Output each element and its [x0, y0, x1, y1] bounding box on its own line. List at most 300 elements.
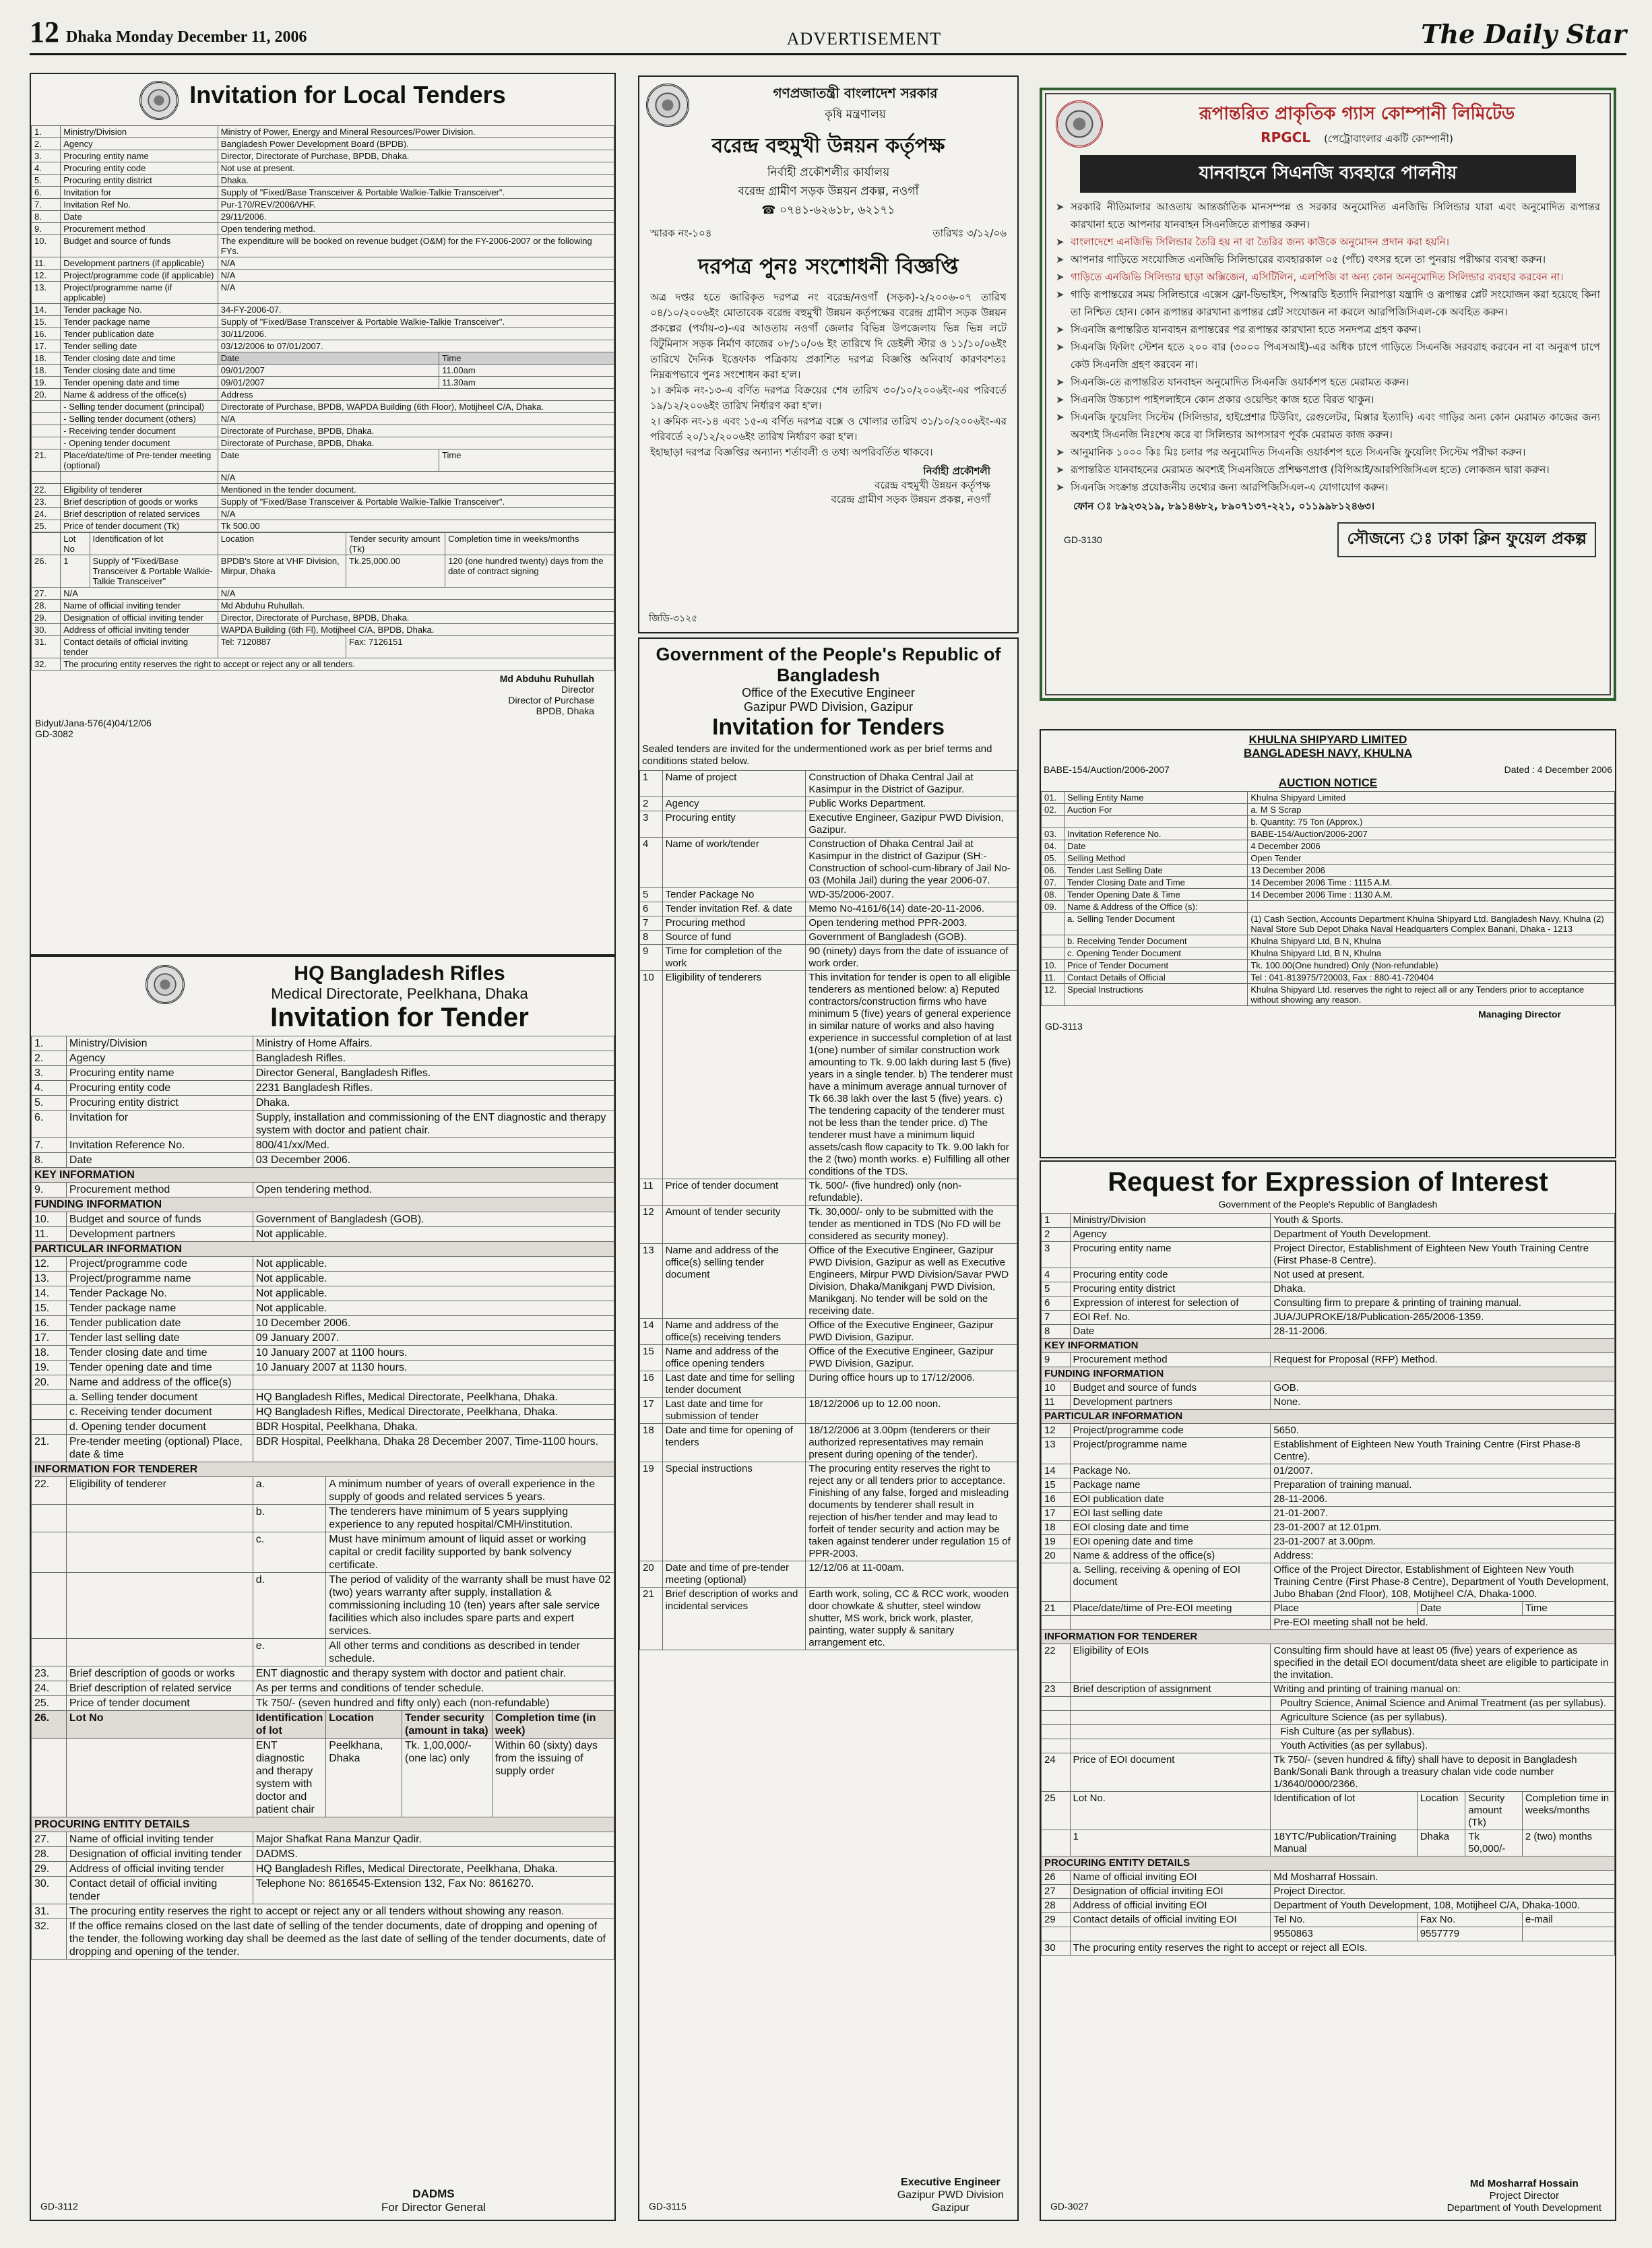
table-cell: Time — [1522, 1602, 1614, 1616]
table-cell: Ministry/Division — [61, 126, 218, 138]
table-row — [32, 1862, 614, 1877]
table-cell: Request for Proposal (RFP) Method. — [1271, 1353, 1615, 1367]
signature-line: Md Abduhu Ruhullah — [499, 673, 594, 685]
table-cell: Procuring entity district — [61, 175, 218, 187]
table-cell: INFORMATION FOR TENDERER — [1042, 1630, 1615, 1644]
table-row — [1042, 852, 1615, 865]
table-cell: 11. — [32, 1227, 67, 1242]
table-cell: 10. — [1042, 960, 1065, 972]
table-cell: EOI opening date and time — [1070, 1535, 1271, 1549]
table-cell: Time — [439, 352, 614, 365]
table-cell: 13. — [32, 282, 61, 304]
table-cell: Md Mosharraf Hossain. — [1271, 1871, 1615, 1885]
table-row — [32, 187, 614, 199]
table-row — [1042, 1871, 1615, 1885]
table-cell: 19 — [1042, 1535, 1071, 1549]
table-row — [640, 1462, 1017, 1561]
ksy-header: KHULNA SHIPYARD LIMITED BANGLADESH NAVY, KHULNA — [1244, 733, 1412, 759]
table-cell: - Selling tender document (principal) — [61, 401, 218, 413]
bdr-emblem-icon — [146, 965, 185, 1004]
table-cell: Not applicable. — [253, 1227, 614, 1242]
table-cell: Contact details of official inviting tender — [61, 636, 218, 658]
table-cell: BABE-154/Auction/2006-2007 — [1248, 828, 1615, 840]
table-row — [640, 1371, 1017, 1398]
bpdb-emblem-icon — [139, 81, 179, 120]
table-cell: 11. — [32, 257, 61, 270]
table-cell: 120 (one hundred twenty) days from the date of contract signing — [445, 555, 614, 588]
table-row — [1042, 877, 1615, 889]
table-cell: 1 — [1042, 1214, 1071, 1228]
table-row — [32, 1197, 614, 1212]
table-cell: 5 — [640, 888, 663, 902]
table-cell: 15. — [32, 316, 61, 328]
table-cell — [1042, 1616, 1071, 1630]
table-cell: Contact details of official inviting EOI — [1070, 1913, 1271, 1927]
table-cell — [1042, 947, 1065, 960]
table-row — [32, 389, 614, 401]
table-row — [32, 555, 614, 588]
table-cell: Tender selling date — [61, 340, 218, 352]
table-cell: Agency — [66, 1051, 253, 1066]
table-cell: Source of fund — [662, 931, 806, 945]
table-row — [1042, 1268, 1615, 1282]
bpdb-table — [31, 125, 614, 532]
table-cell: 8. — [32, 1153, 67, 1168]
table-cell: Youth & Sports. — [1271, 1214, 1615, 1228]
table-cell: The period of validity of the warranty shall be must have 02 (two) years warranty after supply, installation & commissioning including 10 (ten) years after sale service facilities which also includes spare parts and expert services. — [326, 1573, 614, 1639]
table-row — [32, 1227, 614, 1242]
table-cell: During office hours up to 17/12/2006. — [806, 1371, 1017, 1398]
table-cell: Tk. 1,00,000/- (one lac) only — [402, 1739, 492, 1817]
table-cell: 22. — [32, 1477, 67, 1505]
table-row — [32, 1346, 614, 1361]
table-row — [32, 1138, 614, 1153]
table-cell: 12. — [32, 1257, 67, 1272]
table-cell: Must have minimum amount of liquid asset or working capital or credit facility supported by bank solvency certificate. — [326, 1532, 614, 1573]
table-cell: HQ Bangladesh Rifles, Medical Directorate, Peelkhana, Dhaka. — [253, 1390, 614, 1405]
table-row — [1042, 1856, 1615, 1871]
ksy-ref-row: BABE-154/Auction/2006-2007 Dated : 4 December 2006 — [1044, 764, 1612, 775]
table-row — [640, 797, 1017, 811]
table-cell: Identification of lot — [1271, 1792, 1417, 1830]
table-cell: Selling Entity Name — [1065, 792, 1248, 804]
table-cell: Bangladesh Rifles. — [253, 1051, 614, 1066]
table-cell: 31. — [32, 636, 61, 658]
table-row — [32, 1390, 614, 1405]
table-cell: Package No. — [1070, 1464, 1271, 1478]
table-cell: 28. — [32, 600, 61, 612]
table-cell: N/A — [218, 270, 614, 282]
table-row — [640, 811, 1017, 838]
ksy-title: AUCTION NOTICE — [1278, 776, 1378, 789]
ksy-signature: Managing Director — [1478, 1009, 1561, 1020]
table-cell: 18/12/2006 at 3.00pm (tenderers or their authorized representatives may remain present during opening of the tender). — [806, 1424, 1017, 1462]
table-cell: Price of tender document (Tk) — [61, 520, 218, 532]
rpgcl-item: ➤ বাংলাদেশে এনজিভি সিলিন্ডার তৈরি হয় না বা তৈরির জন্য কাউকে অনুমোদন প্রদান করা হয়নি। — [1056, 233, 1600, 251]
table-row — [32, 150, 614, 162]
table-cell: 9550863 — [1271, 1927, 1417, 1941]
table-cell: HQ Bangladesh Rifles, Medical Directorate, Peelkhana, Dhaka. — [253, 1862, 614, 1877]
table-cell: Consulting firm to prepare & printing of training manual. — [1271, 1297, 1615, 1311]
table-cell: Procuring entity name — [61, 150, 218, 162]
table-row — [32, 1286, 614, 1301]
table-cell: Open tendering method PPR-2003. — [806, 916, 1017, 931]
table-cell: Supply of "Fixed/Base Transceiver & Portable Walkie-Talkie Transceiver". — [218, 496, 614, 508]
table-cell: Tender publication date — [61, 328, 218, 340]
table-cell: Director, Directorate of Purchase, BPDB, Dhaka. — [218, 612, 614, 624]
table-cell: 30. — [32, 624, 61, 636]
barind-emblem-icon — [646, 84, 689, 127]
table-cell: Invitation Ref No. — [61, 199, 218, 211]
table-cell: 6 — [640, 902, 663, 916]
table-cell: - Opening tender document — [61, 437, 218, 449]
table-cell: Tel : 041-813975/720003, Fax : 880-41-720404 — [1248, 972, 1615, 984]
table-cell: Tender Package No. — [66, 1286, 253, 1301]
table-cell: 29. — [32, 1862, 67, 1877]
table-cell: BDR Hospital, Peelkhana, Dhaka. — [253, 1420, 614, 1435]
table-cell: Pur-170/REV/2006/VHF. — [218, 199, 614, 211]
table-cell: Name and address of the office(s) selling tender document — [662, 1244, 806, 1319]
table-cell: Procuring entity — [662, 811, 806, 838]
table-row — [32, 1847, 614, 1862]
table-cell: Name of work/tender — [662, 838, 806, 888]
table-row — [1042, 1549, 1615, 1563]
table-cell: Identification of lot — [90, 533, 218, 555]
table-row — [32, 328, 614, 340]
table-cell: 25. — [32, 520, 61, 532]
table-cell: This invitation for tender is open to all eligible tenderers as mentioned below: a) Reputed contractors/construction firms who have minimum 5 (five) years of general experience in similar nature of works and also having experience in successful completion of at last 1(one) number of similar construction work amounting to Tk. 9.00 lakh during last 5 (five) years in a single tender. b) The tenderer must have a minimum average annual turnover of Tk 66.38 lakh over the last 5 (five) years. c) The tendering capacity of the tenderer must not be less than the tender price. d) The tenderer must have a minimum liquid assets/cash flow capacity to Tk. 9.00 lakh for the 2 (two) month works. e) Fulfilling all other conditions of the TDS. — [806, 971, 1017, 1179]
table-row — [1042, 1885, 1615, 1899]
table-cell: The procuring entity reserves the right to reject any or all tenders prior to acceptance. Finishing of any false, forged and misleading documents by tenderer shall result in rejection of his/her tender and may lead to forfeit of tender security and action may be taken against tenderer under regulation 15 of PPR-2003. — [806, 1462, 1017, 1561]
table-cell — [32, 1532, 67, 1573]
table-row — [1042, 1725, 1615, 1739]
table-cell — [1070, 1616, 1271, 1630]
table-cell: Price of tender document — [662, 1179, 806, 1206]
table-cell: 29. — [32, 612, 61, 624]
table-row — [1042, 1478, 1615, 1493]
table-cell: 7 — [640, 916, 663, 931]
page-number-date — [30, 15, 307, 49]
table-cell — [32, 413, 61, 425]
table-cell: 8 — [640, 931, 663, 945]
table-cell: Open tendering method. — [253, 1183, 614, 1197]
table-cell: Tender package No. — [61, 304, 218, 316]
table-cell: Brief description of assignment — [1070, 1683, 1271, 1697]
table-cell: 21. — [32, 1435, 67, 1462]
table-cell: Date — [218, 449, 439, 472]
table-cell: 13 — [1042, 1438, 1071, 1464]
table-row — [32, 413, 614, 425]
table-cell: EOI last selling date — [1070, 1507, 1271, 1521]
table-cell: Procuring entity district — [1070, 1282, 1271, 1297]
table-cell: 11 — [640, 1179, 663, 1206]
table-cell: 10 December 2006. — [253, 1316, 614, 1331]
table-row — [32, 1681, 614, 1696]
table-cell: 27 — [1042, 1885, 1071, 1899]
table-cell: 14 December 2006 Time : 1130 A.M. — [1248, 889, 1615, 901]
table-row — [32, 316, 614, 328]
table-cell: Dhaka — [1417, 1830, 1465, 1856]
table-cell: Open tendering method. — [218, 223, 614, 235]
table-cell: 07. — [1042, 877, 1065, 889]
table-cell: Package name — [1070, 1478, 1271, 1493]
table-row — [32, 612, 614, 624]
table-cell: Designation of official inviting tender — [61, 612, 218, 624]
barind-header: গণপ্রজাতন্ত্রী বাংলাদেশ সরকার কৃষি মন্ত্রণালয় বরেন্দ্র বহুমুখী উন্নয়ন কর্তৃপক্ষ নির্বাহী প্রকৌশলীর কার্যালয় বরেন্দ্র গ্রামীণ সড়ক উন্নয়ন প্রকল্প, নওগাঁ ☎ ০৭৪১-৬২৬১৮, ৬২১৭১ — [639, 77, 1017, 223]
table-cell: 4. — [32, 1081, 67, 1096]
table-row — [32, 588, 614, 600]
table-cell: Construction of Dhaka Central Jail at Kasimpur in the District of Gazipur. — [806, 771, 1017, 797]
table-cell: 10. — [32, 1212, 67, 1227]
table-cell: N/A — [218, 508, 614, 520]
table-cell — [1070, 1739, 1271, 1753]
table-cell: Memo No-4161/6(14) date-20-11-2006. — [806, 902, 1017, 916]
table-cell: - Receiving tender document — [61, 425, 218, 437]
table-cell: c. Opening Tender Document — [1065, 947, 1248, 960]
rpgcl-item: ➤ গাড়িতে এনজিভি সিলিন্ডার ছাড়া অক্সিজেন, এসিটিলিন, এলপিজি বা অন্য কোন অননুমোদিত সিলিন্ডার ব্যবহার করবেন না। — [1056, 268, 1600, 286]
table-row — [640, 1398, 1017, 1424]
rpgcl-header — [1046, 94, 1610, 154]
table-cell: Dhaka. — [1271, 1282, 1615, 1297]
table-cell: 4 December 2006 — [1248, 840, 1615, 852]
table-row — [1042, 1424, 1615, 1438]
table-cell: 01. — [1042, 792, 1065, 804]
pwd-header — [639, 639, 1017, 743]
table-cell: 7 — [1042, 1311, 1071, 1325]
table-row — [1042, 1396, 1615, 1410]
table-cell: 25. — [32, 1696, 67, 1711]
table-cell: 3 — [640, 811, 663, 838]
table-cell — [32, 401, 61, 413]
table-cell: 03 December 2006. — [253, 1153, 614, 1168]
table-row — [640, 771, 1017, 797]
table-cell: N/A — [61, 588, 218, 600]
table-row — [32, 1711, 614, 1739]
table-cell: Government of Bangladesh (GOB). — [806, 931, 1017, 945]
table-cell: Pre-EOI meeting shall not be held. — [1271, 1616, 1615, 1630]
table-cell — [1070, 1697, 1271, 1711]
table-cell: Procuring entity name — [1070, 1242, 1271, 1268]
rpgcl-item: ➤ গাড়ি রূপান্তরের সময় সিলিন্ডারে এক্সেস ফ্লো-ভিভাইস, পিআরডি ইত্যাদি নিরাপত্তা যন্ত্রাদি ও রূপান্তর প্লেট সংযোজন করা হয়েছে কিনা তা নিশ্চিত হোন। কোন রূপান্তর কারখানা রূপান্তর প্লেট সংযোজন না করলে আরপিজিসিএল-কে অবহিত করুন। — [1056, 286, 1600, 321]
table-cell: Procuring entity code — [61, 162, 218, 175]
table-cell: Address: — [1271, 1549, 1615, 1563]
table-row — [32, 235, 614, 257]
table-cell: Development partners — [1070, 1396, 1271, 1410]
table-row — [1042, 1913, 1615, 1927]
table-cell: Name of official inviting tender — [66, 1832, 253, 1847]
table-cell: Tel No. — [1271, 1913, 1417, 1927]
table-row — [32, 437, 614, 449]
table-cell: (1) Cash Section, Accounts Department Khulna Shipyard Ltd. Bangladesh Navy, Khulna (2) Naval Store Sub Depot Dhaka Naval Headquarters Complex Banani, Dhaka - 1213 — [1248, 913, 1615, 935]
table-cell: WAPDA Building (6th Fl), Motijheel C/A, BPDB, Dhaka. — [218, 624, 614, 636]
table-cell: As per terms and conditions of tender schedule. — [253, 1681, 614, 1696]
bdr-header — [31, 957, 614, 1036]
table-cell: Invitation for — [66, 1111, 253, 1138]
table-cell: 25 — [1042, 1792, 1071, 1830]
table-cell: Address of official inviting EOI — [1070, 1899, 1271, 1913]
table-cell: e-mail — [1522, 1913, 1614, 1927]
table-row — [1042, 1630, 1615, 1644]
table-cell: Completion time in weeks/months — [445, 533, 614, 555]
table-cell: Project/programme name — [66, 1272, 253, 1286]
table-cell: 4 — [640, 838, 663, 888]
table-row — [1042, 1493, 1615, 1507]
table-row — [32, 1168, 614, 1183]
table-cell: Contact detail of official inviting tender — [66, 1877, 253, 1904]
table-cell: Identification of lot — [253, 1711, 326, 1739]
table-row — [640, 971, 1017, 1179]
table-cell: 19. — [32, 1361, 67, 1375]
rpgcl-footer — [1046, 518, 1610, 561]
table-cell: Tk. 30,000/- only to be submitted with the tender as mentioned in TDS (No FD will be considered as security money). — [806, 1206, 1017, 1244]
table-cell: ENT diagnostic and therapy system with doctor and patient chair — [253, 1739, 326, 1817]
table-row — [640, 888, 1017, 902]
bpdb-title-text: Invitation for Local Tenders — [189, 81, 506, 108]
table-cell: Major Shafkat Rana Manzur Qadir. — [253, 1832, 614, 1847]
table-cell: Establishment of Eighteen New Youth Training Centre (First Phase-8 Centre). — [1271, 1438, 1615, 1464]
table-row — [640, 1561, 1017, 1588]
table-row — [640, 1179, 1017, 1206]
table-cell — [32, 1639, 67, 1666]
table-cell: 1 — [61, 555, 90, 588]
table-cell: 3. — [32, 1066, 67, 1081]
table-cell: c. — [253, 1532, 326, 1573]
table-cell: Ministry/Division — [1070, 1214, 1271, 1228]
table-cell — [1042, 1711, 1071, 1725]
table-cell: Construction of Dhaka Central Jail at Kasimpur in the district of Gazipur (SH:- Construction of school-cum-library of Jail No-03 (Mohila Jail) during the year 2006-07. — [806, 838, 1017, 888]
table-cell: 10 January 2007 at 1100 hours. — [253, 1346, 614, 1361]
rpgcl-banner: যানবাহনে সিএনজি ব্যবহারে পালনীয় — [1080, 155, 1576, 193]
table-cell: Brief description of goods or works — [61, 496, 218, 508]
table-cell: 24. — [32, 1681, 67, 1696]
table-cell — [1042, 1927, 1071, 1941]
table-row — [1042, 935, 1615, 947]
table-row — [32, 1066, 614, 1081]
table-cell: Tk. 500/- (five hundred) only (non-refundable). — [806, 1179, 1017, 1206]
table-row — [640, 916, 1017, 931]
table-cell — [1070, 1711, 1271, 1725]
table-cell: Supply of "Fixed/Base Transceiver & Portable Walkie-Talkie Transceiver". — [218, 316, 614, 328]
table-cell: 26. — [32, 1711, 67, 1739]
table-cell: Tender invitation Ref. & date — [662, 902, 806, 916]
table-cell: Agency — [662, 797, 806, 811]
page-number: 12 — [30, 15, 59, 49]
table-cell: Procuring entity name — [66, 1066, 253, 1081]
table-row — [32, 340, 614, 352]
table-cell: PARTICULAR INFORMATION — [32, 1242, 614, 1257]
table-cell: Development partners — [66, 1227, 253, 1242]
table-cell: Place/date/time of Pre-tender meeting (optional) — [61, 449, 218, 472]
table-cell: 3 — [1042, 1242, 1071, 1268]
eoi-signature: Md Mosharraf Hossain Project Director Department of Youth Development — [1447, 2178, 1601, 2214]
eoi-table — [1041, 1213, 1615, 1956]
table-cell: Name and address of the office(s) receiving tenders — [662, 1319, 806, 1345]
table-cell: FUNDING INFORMATION — [32, 1197, 614, 1212]
table-cell: a. Selling Tender Document — [1065, 913, 1248, 935]
table-cell: 28-11-2006. — [1271, 1325, 1615, 1339]
table-row — [32, 1212, 614, 1227]
table-cell: Tel: 7120887 — [218, 636, 346, 658]
table-cell: b. Receiving Tender Document — [1065, 935, 1248, 947]
table-cell: 10 — [640, 971, 663, 1179]
table-cell: Brief description of goods or works — [66, 1666, 253, 1681]
table-cell: Project/programme name (if applicable) — [61, 282, 218, 304]
table-cell: Project Director. — [1271, 1885, 1615, 1899]
table-cell: 30 — [1042, 1941, 1071, 1956]
table-cell: Completion time in weeks/months — [1522, 1792, 1614, 1830]
table-cell: Tender Package No — [662, 888, 806, 902]
table-cell: Eligibility of tenderer — [66, 1477, 253, 1505]
table-cell: 1. — [32, 1036, 67, 1051]
table-row — [1042, 889, 1615, 901]
table-row — [32, 1051, 614, 1066]
barind-body: অত্র দপ্তর হতে জারিকৃত দরপত্র নং বরেন্দ্র/নওগাঁ (সড়ক)-২/২০০৬-০৭ তারিখ ০৪/১০/২০০৬ইং মোতাবেক বরেন্দ্র বহুমুখী উন্নয়ন কর্তৃপক্ষের বরেন্দ্র গ্রামীণ সড়ক উন্নয়ন প্রকল্পের (পর্যায়-৩)-এর আওতায় নওগাঁ জেলার বিভিন্ন উপজেলায় ভিন্ন ভিন্ন লটে বিটুমিনাস সড়ক নির্মাণ কাজের ০৮/১০/০৬ ইং তারিখে দি ডেইলী স্টার ও ১১/১০/০৬ইং তারিখে দৈনিক ইত্তেফাক পত্রিকায় প্রকাশিত দরপত্র বিজ্ঞপ্তি অনিবার্য কারণবশতঃ নিম্নরূপভাবে পুনঃ সংশোধন করা হ'ল। — [650, 291, 1007, 381]
table-cell: Designation of official inviting tender — [66, 1847, 253, 1862]
table-cell: a. Selling tender document — [66, 1390, 253, 1405]
table-cell: Date — [218, 352, 439, 365]
table-cell: 20 — [1042, 1549, 1071, 1563]
table-cell: Dhaka. — [218, 175, 614, 187]
table-row — [32, 658, 614, 670]
table-row — [1042, 1792, 1615, 1830]
table-cell: 15. — [32, 1301, 67, 1316]
table-cell: 2. — [32, 138, 61, 150]
table-cell: 03. — [1042, 828, 1065, 840]
table-row — [1042, 1381, 1615, 1396]
table-cell: Procurement method — [1070, 1353, 1271, 1367]
table-cell: DADMS. — [253, 1847, 614, 1862]
eoi-title: Request for Expression of Interest — [1108, 1167, 1548, 1197]
table-cell: Lot No — [66, 1711, 253, 1739]
table-cell: Special Instructions — [1065, 984, 1248, 1006]
table-row — [640, 1345, 1017, 1371]
table-row — [1042, 972, 1615, 984]
pwd-code: GD-3115 — [649, 2201, 687, 2212]
table-cell: Dhaka. — [253, 1096, 614, 1111]
table-cell: The tenderers have minimum of 5 years supplying experience to any reputed hospital/CMH/institution. — [326, 1505, 614, 1532]
table-cell: 23-01-2007 at 3.00pm. — [1271, 1535, 1615, 1549]
table-cell: 23 — [1042, 1683, 1071, 1697]
table-cell: 16. — [32, 1316, 67, 1331]
table-cell: Preparation of training manual. — [1271, 1478, 1615, 1493]
table-cell — [32, 472, 61, 484]
table-cell: 18. — [32, 352, 61, 365]
table-cell: 17. — [32, 340, 61, 352]
table-cell: Last date and time for selling tender document — [662, 1371, 806, 1398]
table-row — [640, 1424, 1017, 1462]
table-cell: PROCURING ENTITY DETAILS — [32, 1817, 614, 1832]
ksy-auction-ad — [1040, 729, 1616, 1158]
table-row — [1042, 1410, 1615, 1424]
table-cell: Tender closing date and time — [66, 1346, 253, 1361]
table-cell — [66, 1639, 253, 1666]
table-cell: 12 — [640, 1206, 663, 1244]
table-row — [1042, 913, 1615, 935]
table-row — [32, 1877, 614, 1904]
table-cell — [1042, 1739, 1071, 1753]
table-cell: 5650. — [1271, 1424, 1615, 1438]
table-cell — [1070, 1927, 1271, 1941]
table-cell: BDR Hospital, Peelkhana, Dhaka 28 December 2007, Time-1100 hours. — [253, 1435, 614, 1462]
table-cell: 4. — [32, 162, 61, 175]
table-cell: Not applicable. — [253, 1286, 614, 1301]
table-cell: 12. — [1042, 984, 1065, 1006]
bpdb-lot-table — [31, 532, 614, 670]
table-row — [32, 365, 614, 377]
table-cell: Tk 750/- (seven hundred and fifty only) each (non-refundable) — [253, 1696, 614, 1711]
table-cell: Youth Activities (as per syllabus). — [1271, 1739, 1615, 1753]
table-cell: Brief description of works and incidental services — [662, 1588, 806, 1650]
